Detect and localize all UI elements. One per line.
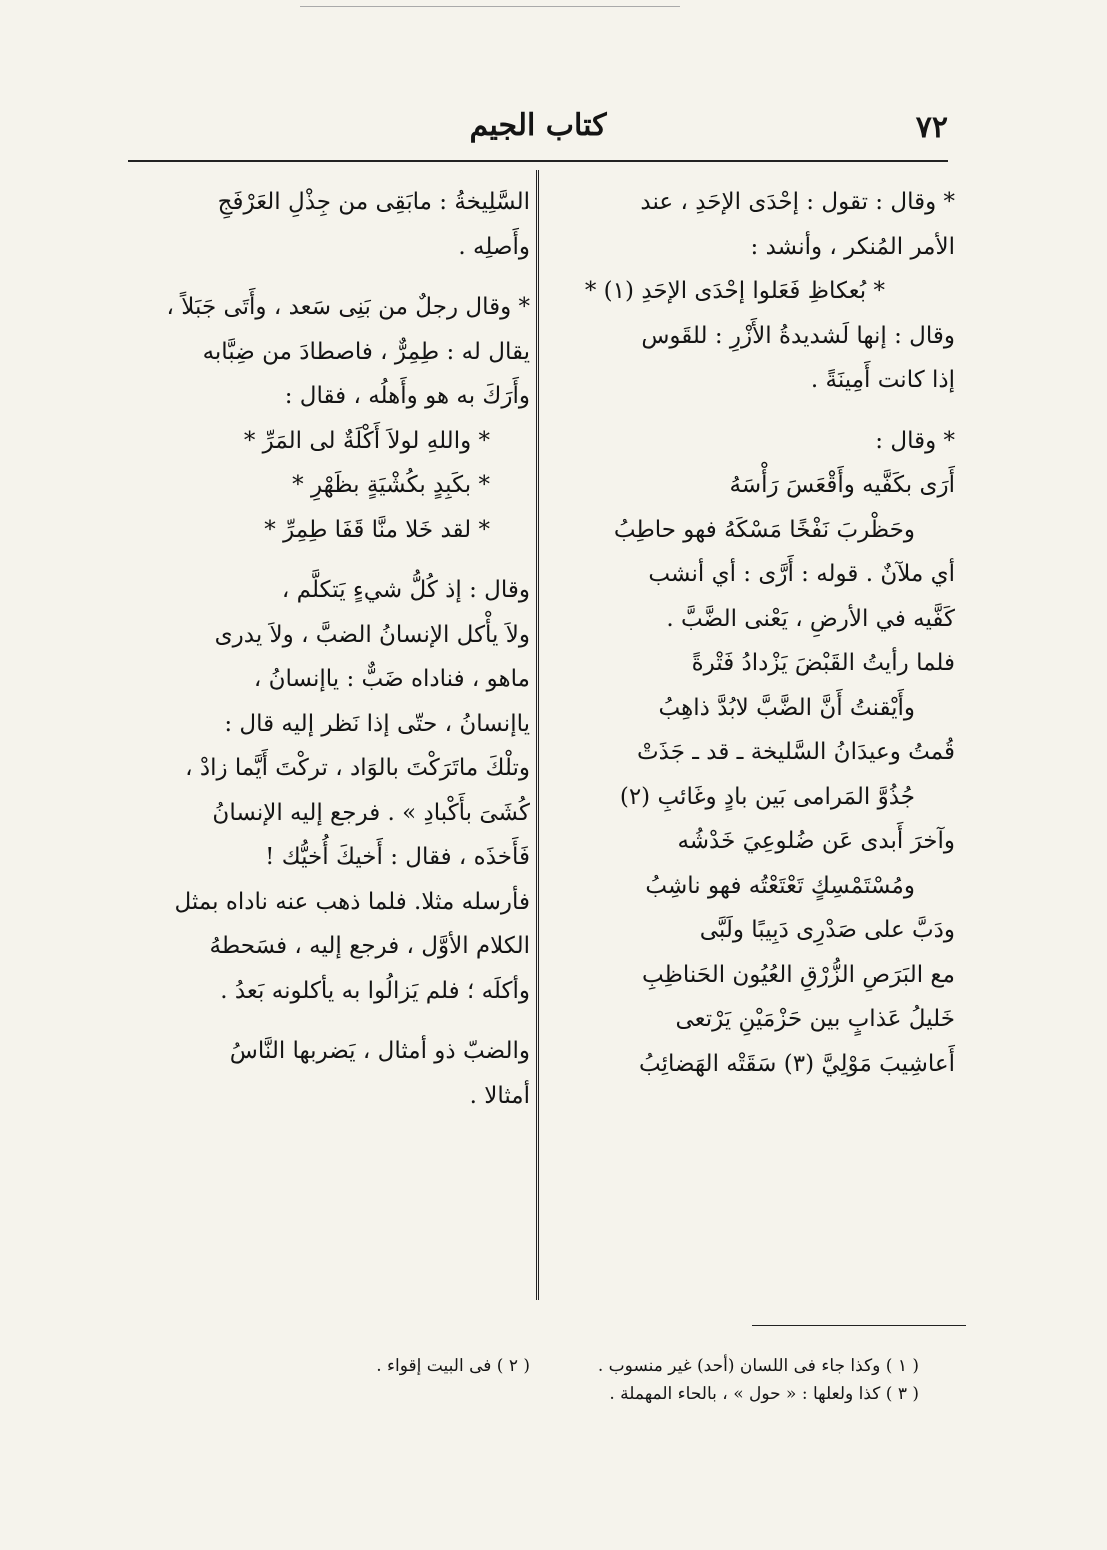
text-line: والضبّ ذو أمثال ، يَضربها النَّاسُ — [229, 1038, 530, 1064]
footnote: ( ١ ) وكذا جاء فى اللسان (أحد) غير منسوب . — [597, 1356, 919, 1376]
text-line: * وقال : تقول : إحْدَى الإحَدِ ، عند — [640, 189, 955, 215]
verse-line: * بكَبِدٍ بكُشْيَةٍ بظَهْرِ * — [292, 472, 490, 498]
page-number: ٧٢ — [915, 110, 948, 145]
text-line: ولاَ يأْكل الإنسانُ الضبَّ ، ولاَ يدرى — [214, 621, 530, 648]
verse-line: وآخرَ أَبدى عَن ضُلوعِيَ خَدْشُه — [677, 828, 955, 854]
text-line: أي ملآنٌ . قوله : أَرَّى : أي أنشب — [648, 561, 955, 587]
verse-line: * لقد خَلا منَّا قَفَا طِمِرِّ * — [264, 516, 490, 543]
left-column — [118, 180, 530, 1118]
page-header — [128, 100, 948, 152]
header-rule — [128, 160, 948, 162]
footnotes-right — [499, 1352, 919, 1408]
footnote: ( ٣ ) كذا ولعلها : « حول » ، بالحاء المهملة . — [609, 1384, 919, 1404]
verse-line: خَليلُ عَذابٍ بين حَزْمَيْنِ يَرْتعى — [675, 1006, 955, 1032]
footnote-rule — [752, 1325, 966, 1326]
verse-line: وحَظْربَ نَفْخًا مَسْكَهُ فهو حاطِبُ — [613, 516, 915, 543]
running-title: كتاب الجيم — [469, 108, 607, 143]
text-line: ياإنسانُ ، حتّى إذا نَظر إليه قال : — [224, 710, 530, 737]
text-line: وقال : إنها لَشديدةُ الأَزْرِ : للقَوس — [641, 322, 955, 349]
text-line: وأَرَكَ به هو وأَهلُه ، فقال : — [284, 383, 530, 409]
right-column — [555, 180, 955, 1086]
text-line: * وقال : — [875, 427, 955, 454]
footnotes-left — [330, 1352, 530, 1380]
verse-line: ومُسْتَمْسِكٍ تَعْتَعْتُه فهو ناشِبُ — [645, 872, 915, 899]
verse-line: جُذُوَّ المَرامى بَين بادٍ وغَائبِ (٢) — [619, 783, 915, 810]
text-line: فأرسله مثلا. فلما ذهب عنه ناداه بمثل — [174, 888, 530, 915]
text-line: الأمر المُنكر ، وأنشد : — [750, 233, 955, 260]
text-line: كُشَىَ بأَكْبادِ » . فرجع إليه الإنسانُ — [212, 799, 530, 826]
text-line: كَفَّيه في الأرضِ ، يَعْنى الضَّبَّ . — [666, 605, 955, 632]
text-line: وأكلَه ؛ فلم يَزالُوا به يأكلونه بَعدُ . — [220, 977, 530, 1004]
verse-line: قُمتُ وعيدَانُ السَّليخة ـ قد ـ جَذَتْ — [636, 739, 955, 765]
text-line: * وقال رجلٌ من بَنِى سَعد ، وأَتَى جَبَلاً ، — [166, 294, 530, 320]
text-line: وقال : إذ كُلُّ شيءٍ يَتكلَّم ، — [281, 577, 530, 603]
text-line: الكلام الأوَّل ، فرجع إليه ، فسَحطهُ — [209, 933, 530, 959]
verse-line: * واللهِ لولاَ أَكْلَةٌ لى المَرِّ * — [243, 427, 490, 454]
text-line: وأَصلِه . — [458, 233, 530, 260]
text-line: إذا كانت أَمِينَةً . — [810, 367, 955, 393]
top-edge-rule — [300, 6, 680, 7]
text-line: السَّلِيخةُ : مابَقِى من جِذْلِ العَرْفَجِ — [217, 189, 530, 215]
verse-line: ودَبَّ على صَدْرِى دَبِيبًا ولَبَّى — [699, 917, 955, 943]
verse-line: مع البَرَصِ الزُّرْقِ العُيُون الحَناظِبِ — [642, 961, 955, 988]
text-line: ماهو ، فناداه ضَبٌّ : ياإنسانُ ، — [253, 666, 530, 692]
text-line: وتلْكَ ماتَرَكْتَ بالوَاد ، تركْتَ أَيَّما زادْ ، — [185, 755, 530, 781]
verse-line: أَرَى بكَفَّيه وأَقْعَسَ رَأْسَهُ — [729, 472, 955, 498]
text-line: يقال له : طِمِرٌّ ، فاصطادَ من ضِبَّابه — [202, 338, 530, 365]
verse-line: فلما رأيتُ القَبْضَ يَزْدادُ فَتْرةً — [691, 650, 955, 676]
verse-line: أَعاشِيبَ مَوْلِيَّ (٣) سَقَتْه الهَضائِبُ — [639, 1050, 955, 1077]
text-line: أمثالا . — [469, 1082, 530, 1109]
verse-line: وأَيْقنتُ أَنَّ الضَّبَّ لابُدَّ ذاهِبُ — [658, 694, 915, 721]
text-line: فَأَخذَه ، فقال : أَخيكَ أُخيُّك ! — [265, 844, 530, 870]
verse-line: * بُعكاظِ فَعَلوا إحْدَى الإحَدِ (١) * — [584, 278, 885, 304]
footnote: ( ٢ ) فى البيت إقواء . — [376, 1356, 530, 1376]
column-divider — [536, 170, 539, 1300]
